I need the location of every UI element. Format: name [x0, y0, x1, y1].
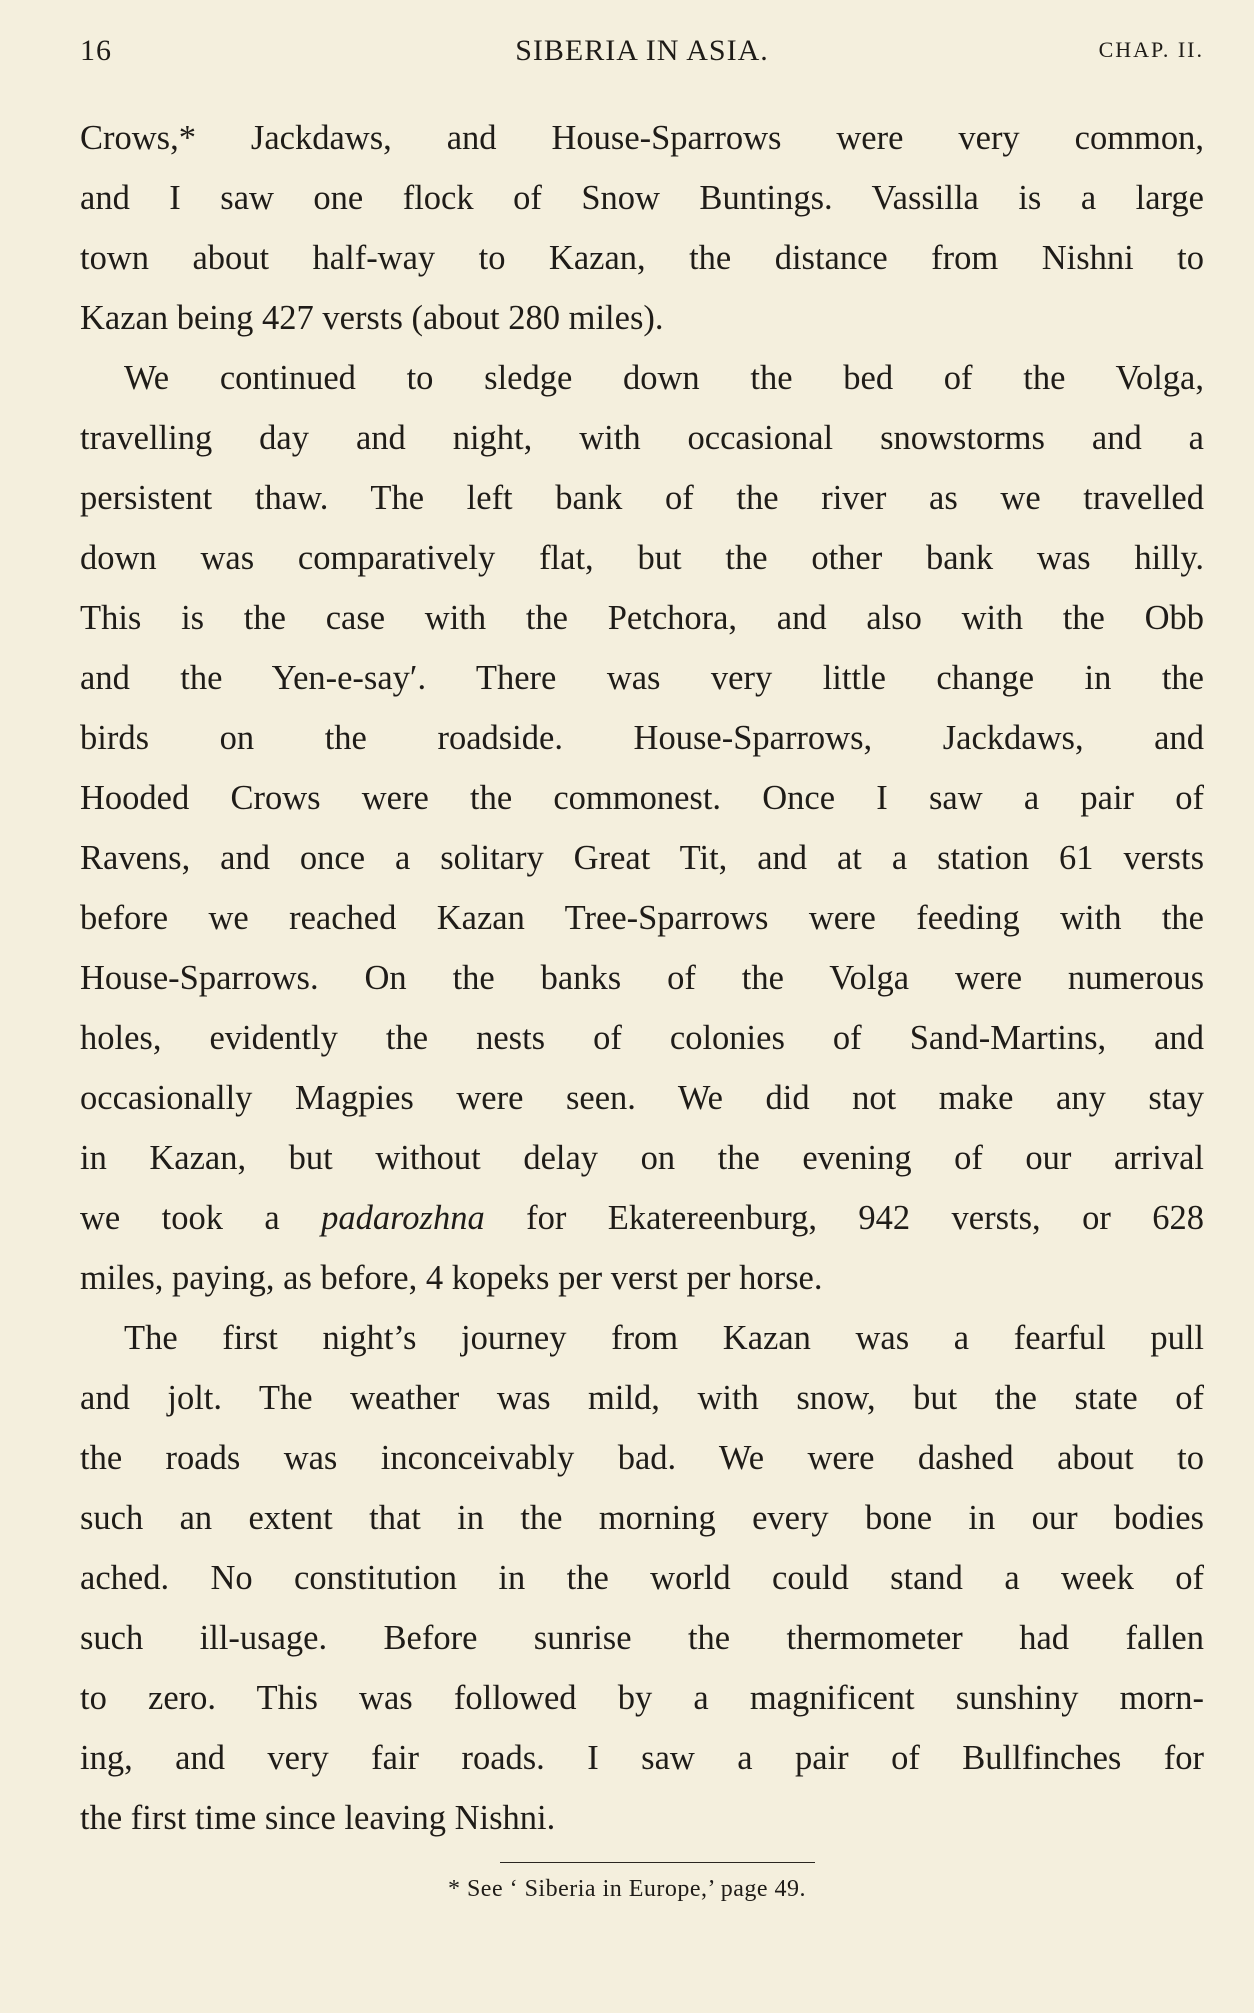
- running-title: SIBERIA IN ASIA.: [515, 34, 769, 67]
- footnote: * See ‘ Siberia in Europe,’ page 49.: [447, 1876, 807, 1902]
- footnote-divider: [500, 1862, 815, 1863]
- text-line: Crows,* Jackdaws, and House-Sparrows were very common,: [80, 119, 1204, 157]
- text-line: and I saw one flock of Snow Buntings. Vassilla is a large: [80, 179, 1204, 217]
- text-line: down was comparatively flat, but the other bank was hilly.: [80, 539, 1204, 577]
- page-number: 16: [80, 34, 112, 67]
- text-line: The first night’s journey from Kazan was a fearful pull: [124, 1319, 1204, 1357]
- text-line: the roads was inconceivably bad. We were dashed about to: [80, 1439, 1204, 1477]
- text-line: such an extent that in the morning every bone in our bodies: [80, 1499, 1204, 1537]
- italic-term: padarozhna: [321, 1199, 485, 1237]
- text-line: and jolt. The weather was mild, with snow, but the state of: [80, 1379, 1204, 1417]
- text-line: in Kazan, but without delay on the evening of our arrival: [80, 1139, 1204, 1177]
- text-line: ached. No constitution in the world could stand a week of: [80, 1559, 1204, 1597]
- page-header: [80, 34, 1204, 74]
- text-line: such ill-usage. Before sunrise the thermometer had fallen: [80, 1619, 1204, 1657]
- text-line: miles, paying, as before, 4 kopeks per verst per horse.: [80, 1259, 823, 1297]
- text-line: the first time since leaving Nishni.: [80, 1799, 556, 1837]
- text-line: Hooded Crows were the commonest. Once I saw a pair of: [80, 779, 1204, 817]
- text-line: persistent thaw. The left bank of the river as we travelled: [80, 479, 1204, 517]
- body-text: [80, 108, 1204, 1848]
- text-line: travelling day and night, with occasional snowstorms and a: [80, 419, 1204, 457]
- text-segment: for Ekatereenburg, 942 versts, or 628: [484, 1199, 1204, 1237]
- text-line: House-Sparrows. On the banks of the Volga were numerous: [80, 959, 1204, 997]
- chapter-reference: CHAP. II.: [1098, 37, 1204, 62]
- text-line: This is the case with the Petchora, and also with the Obb: [80, 599, 1204, 637]
- text-line: before we reached Kazan Tree-Sparrows were feeding with the: [80, 899, 1204, 937]
- text-line: Ravens, and once a solitary Great Tit, and at a station 61 versts: [80, 839, 1204, 877]
- text-line: Kazan being 427 versts (about 280 miles).: [80, 299, 664, 337]
- text-line: to zero. This was followed by a magnificent sunshiny morn-: [80, 1679, 1204, 1717]
- text-segment: we took a: [80, 1199, 322, 1237]
- text-line: holes, evidently the nests of colonies of Sand-Martins, and: [80, 1019, 1204, 1057]
- text-line: birds on the roadside. House-Sparrows, Jackdaws, and: [80, 719, 1204, 757]
- text-line: ing, and very fair roads. I saw a pair of Bullfinches for: [80, 1739, 1204, 1777]
- text-line: [80, 1188, 1204, 1248]
- text-line: and the Yen-e-say′. There was very little change in the: [80, 659, 1204, 697]
- text-line: occasionally Magpies were seen. We did not make any stay: [80, 1079, 1204, 1117]
- text-line: town about half-way to Kazan, the distance from Nishni to: [80, 239, 1204, 277]
- text-line: We continued to sledge down the bed of the Volga,: [124, 359, 1204, 397]
